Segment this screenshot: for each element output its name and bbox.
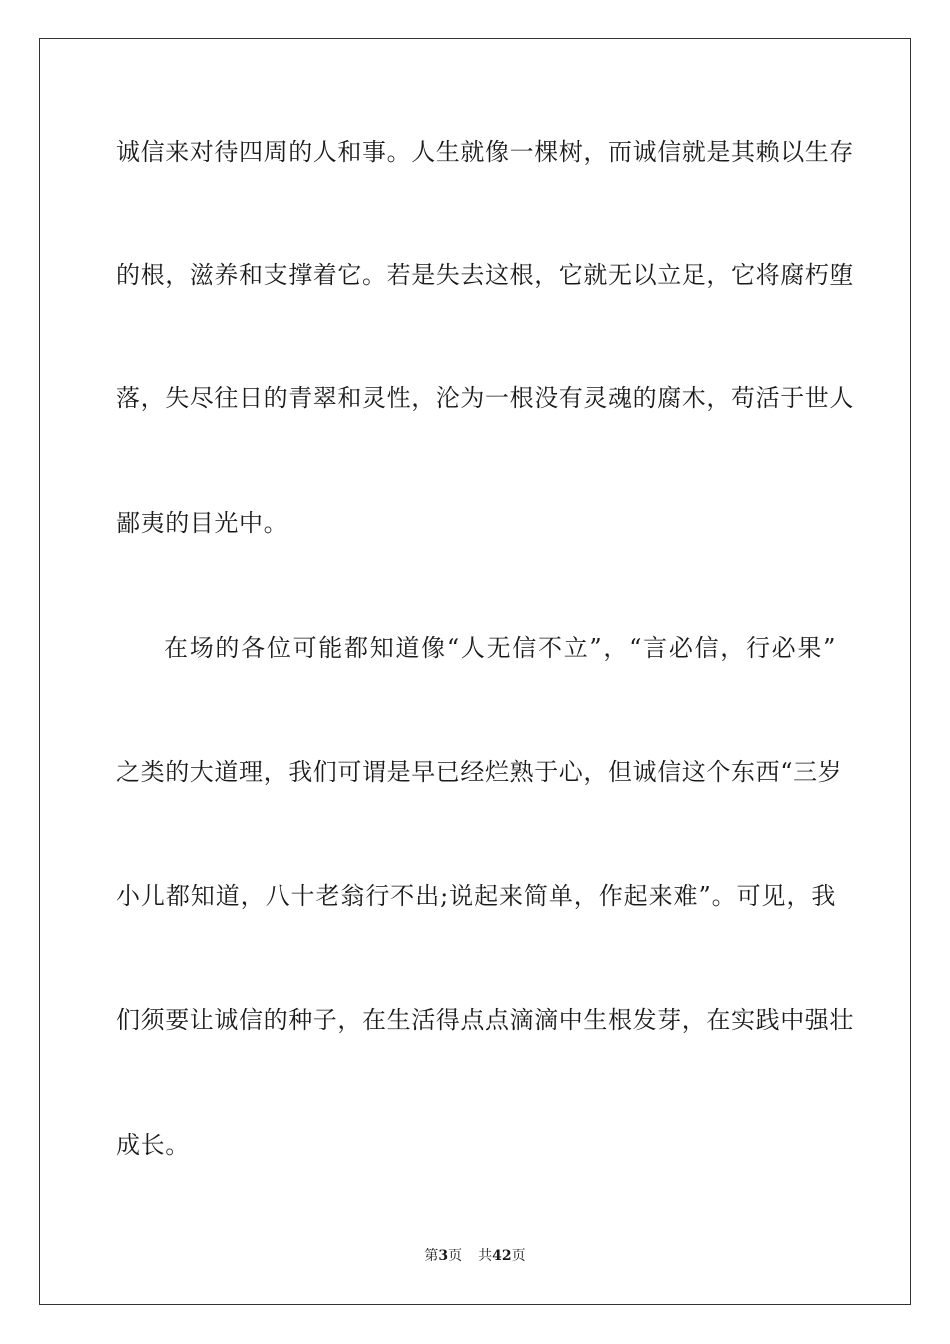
paragraph-line: 之类的大道理，我们可谓是早已经烂熟于心，但诚信这个东西“三岁 <box>116 758 843 786</box>
page-prefix: 第 <box>424 1248 439 1264</box>
total-pages: 42 <box>492 1248 512 1264</box>
paragraph-line: 的根，滋养和支撑着它。若是失去这根，它就无以立足，它将腐朽堕 <box>116 261 854 289</box>
paragraph-line: 们须要让诚信的种子，在生活得点点滴滴中生根发芽，在实践中强壮 <box>116 1006 854 1034</box>
page-number: 3 <box>438 1248 449 1264</box>
paragraph-line: 在场的各位可能都知道像“人无信不立”，“言必信，行必果” <box>164 634 836 662</box>
paragraph-line: 鄙夷的目光中。 <box>116 509 289 537</box>
page-border <box>39 38 911 1305</box>
paragraph-line: 成长。 <box>116 1131 190 1159</box>
paragraph-line: 落，失尽往日的青翠和灵性，沦为一根没有灵魂的腐木，苟活于世人 <box>116 384 854 412</box>
total-prefix: 共 <box>478 1248 493 1264</box>
paragraph-line: 小儿都知道，八十老翁行不出;说起来简单，作起来难”。可见，我 <box>116 882 836 910</box>
page-suffix: 页 <box>448 1248 463 1264</box>
page-footer <box>0 1247 950 1265</box>
total-suffix: 页 <box>511 1248 526 1264</box>
paragraph-line: 诚信来对待四周的人和事。人生就像一棵树，而诚信就是其赖以生存 <box>116 138 854 166</box>
